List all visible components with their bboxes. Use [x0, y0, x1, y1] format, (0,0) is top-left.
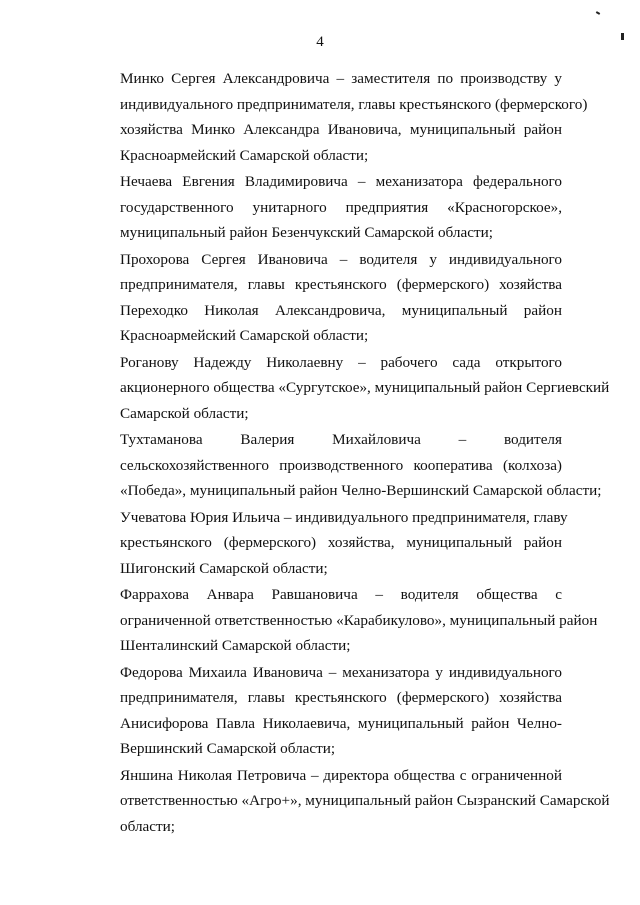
text-line: Шигонский Самарской области;	[120, 559, 328, 577]
text-line: Анисифорова Павла Николаевича, муниципальный район Челно-	[120, 714, 562, 732]
award-paragraph	[80, 505, 568, 582]
text-line: ограниченной ответственностью «Карабикулово», муниципальный район	[120, 611, 598, 629]
text-line: акционерного общества «Сургутское», муниципальный район Сергиевский	[120, 379, 610, 396]
text-line: Нечаева Евгения Владимировича – механизатора федерального	[120, 173, 562, 190]
text-line: Вершинский Самарской области;	[120, 740, 336, 757]
award-paragraph	[80, 350, 610, 427]
text-line: предпринимателя, главы крестьянского (фермерского) хозяйства	[120, 689, 562, 706]
text-line: области;	[120, 817, 175, 835]
text-line: Переходко Николая Александровича, муниципальный район	[120, 301, 562, 319]
text-line: Минко Сергея Александровича – заместителя по производству у	[120, 70, 562, 87]
text-line: крестьянского (фермерского) хозяйства, муниципальный район	[120, 534, 562, 551]
award-paragraph	[80, 247, 562, 349]
text-line: ответственностью «Агро+», муниципальный район Сызранский Самарской	[120, 792, 610, 809]
award-paragraph	[80, 763, 610, 840]
text-line: сельскохозяйственного производственного кооператива (колхоза)	[120, 456, 562, 474]
document-body	[80, 66, 610, 840]
text-line: Тухтаманова Валерия Михайловича – водителя	[120, 431, 562, 448]
award-paragraph	[80, 582, 598, 659]
page-number: 4	[316, 34, 324, 50]
text-line: Роганову Надежду Николаевну – рабочего сада открытого	[120, 353, 562, 371]
text-line: индивидуального предпринимателя, главы крестьянского (фермерского)	[120, 95, 588, 113]
text-line: Учеватова Юрия Ильича – индивидуального предпринимателя, главу	[120, 508, 568, 526]
award-paragraph	[80, 169, 562, 246]
text-line: Красноармейский Самарской области;	[120, 146, 369, 164]
text-line: государственного унитарного предприятия «Красногорское»,	[120, 198, 562, 216]
text-line: Шенталинский Самарской области;	[120, 637, 351, 654]
text-line: Красноармейский Самарской области;	[120, 327, 369, 344]
text-line: Самарской области;	[120, 404, 249, 422]
scan-mark	[596, 11, 600, 15]
text-line: Яншина Николая Петровича – директора общества с ограниченной	[120, 766, 562, 784]
award-paragraph	[80, 66, 588, 168]
award-paragraph	[80, 660, 562, 762]
text-line: муниципальный район Безенчукский Самарской области;	[120, 224, 493, 241]
text-line: Прохорова Сергея Ивановича – водителя у индивидуального	[120, 250, 562, 268]
text-line: Федорова Михаила Ивановича – механизатора у индивидуального	[120, 663, 562, 681]
text-line: Фаррахова Анвара Равшановича – водителя общества с	[120, 586, 562, 603]
text-line: хозяйства Минко Александра Ивановича, муниципальный район	[120, 121, 562, 138]
text-line: «Победа», муниципальный район Челно-Вершинский Самарской области;	[120, 482, 602, 499]
award-paragraph	[80, 427, 602, 504]
text-line: предпринимателя, главы крестьянского (фермерского) хозяйства	[120, 276, 562, 293]
